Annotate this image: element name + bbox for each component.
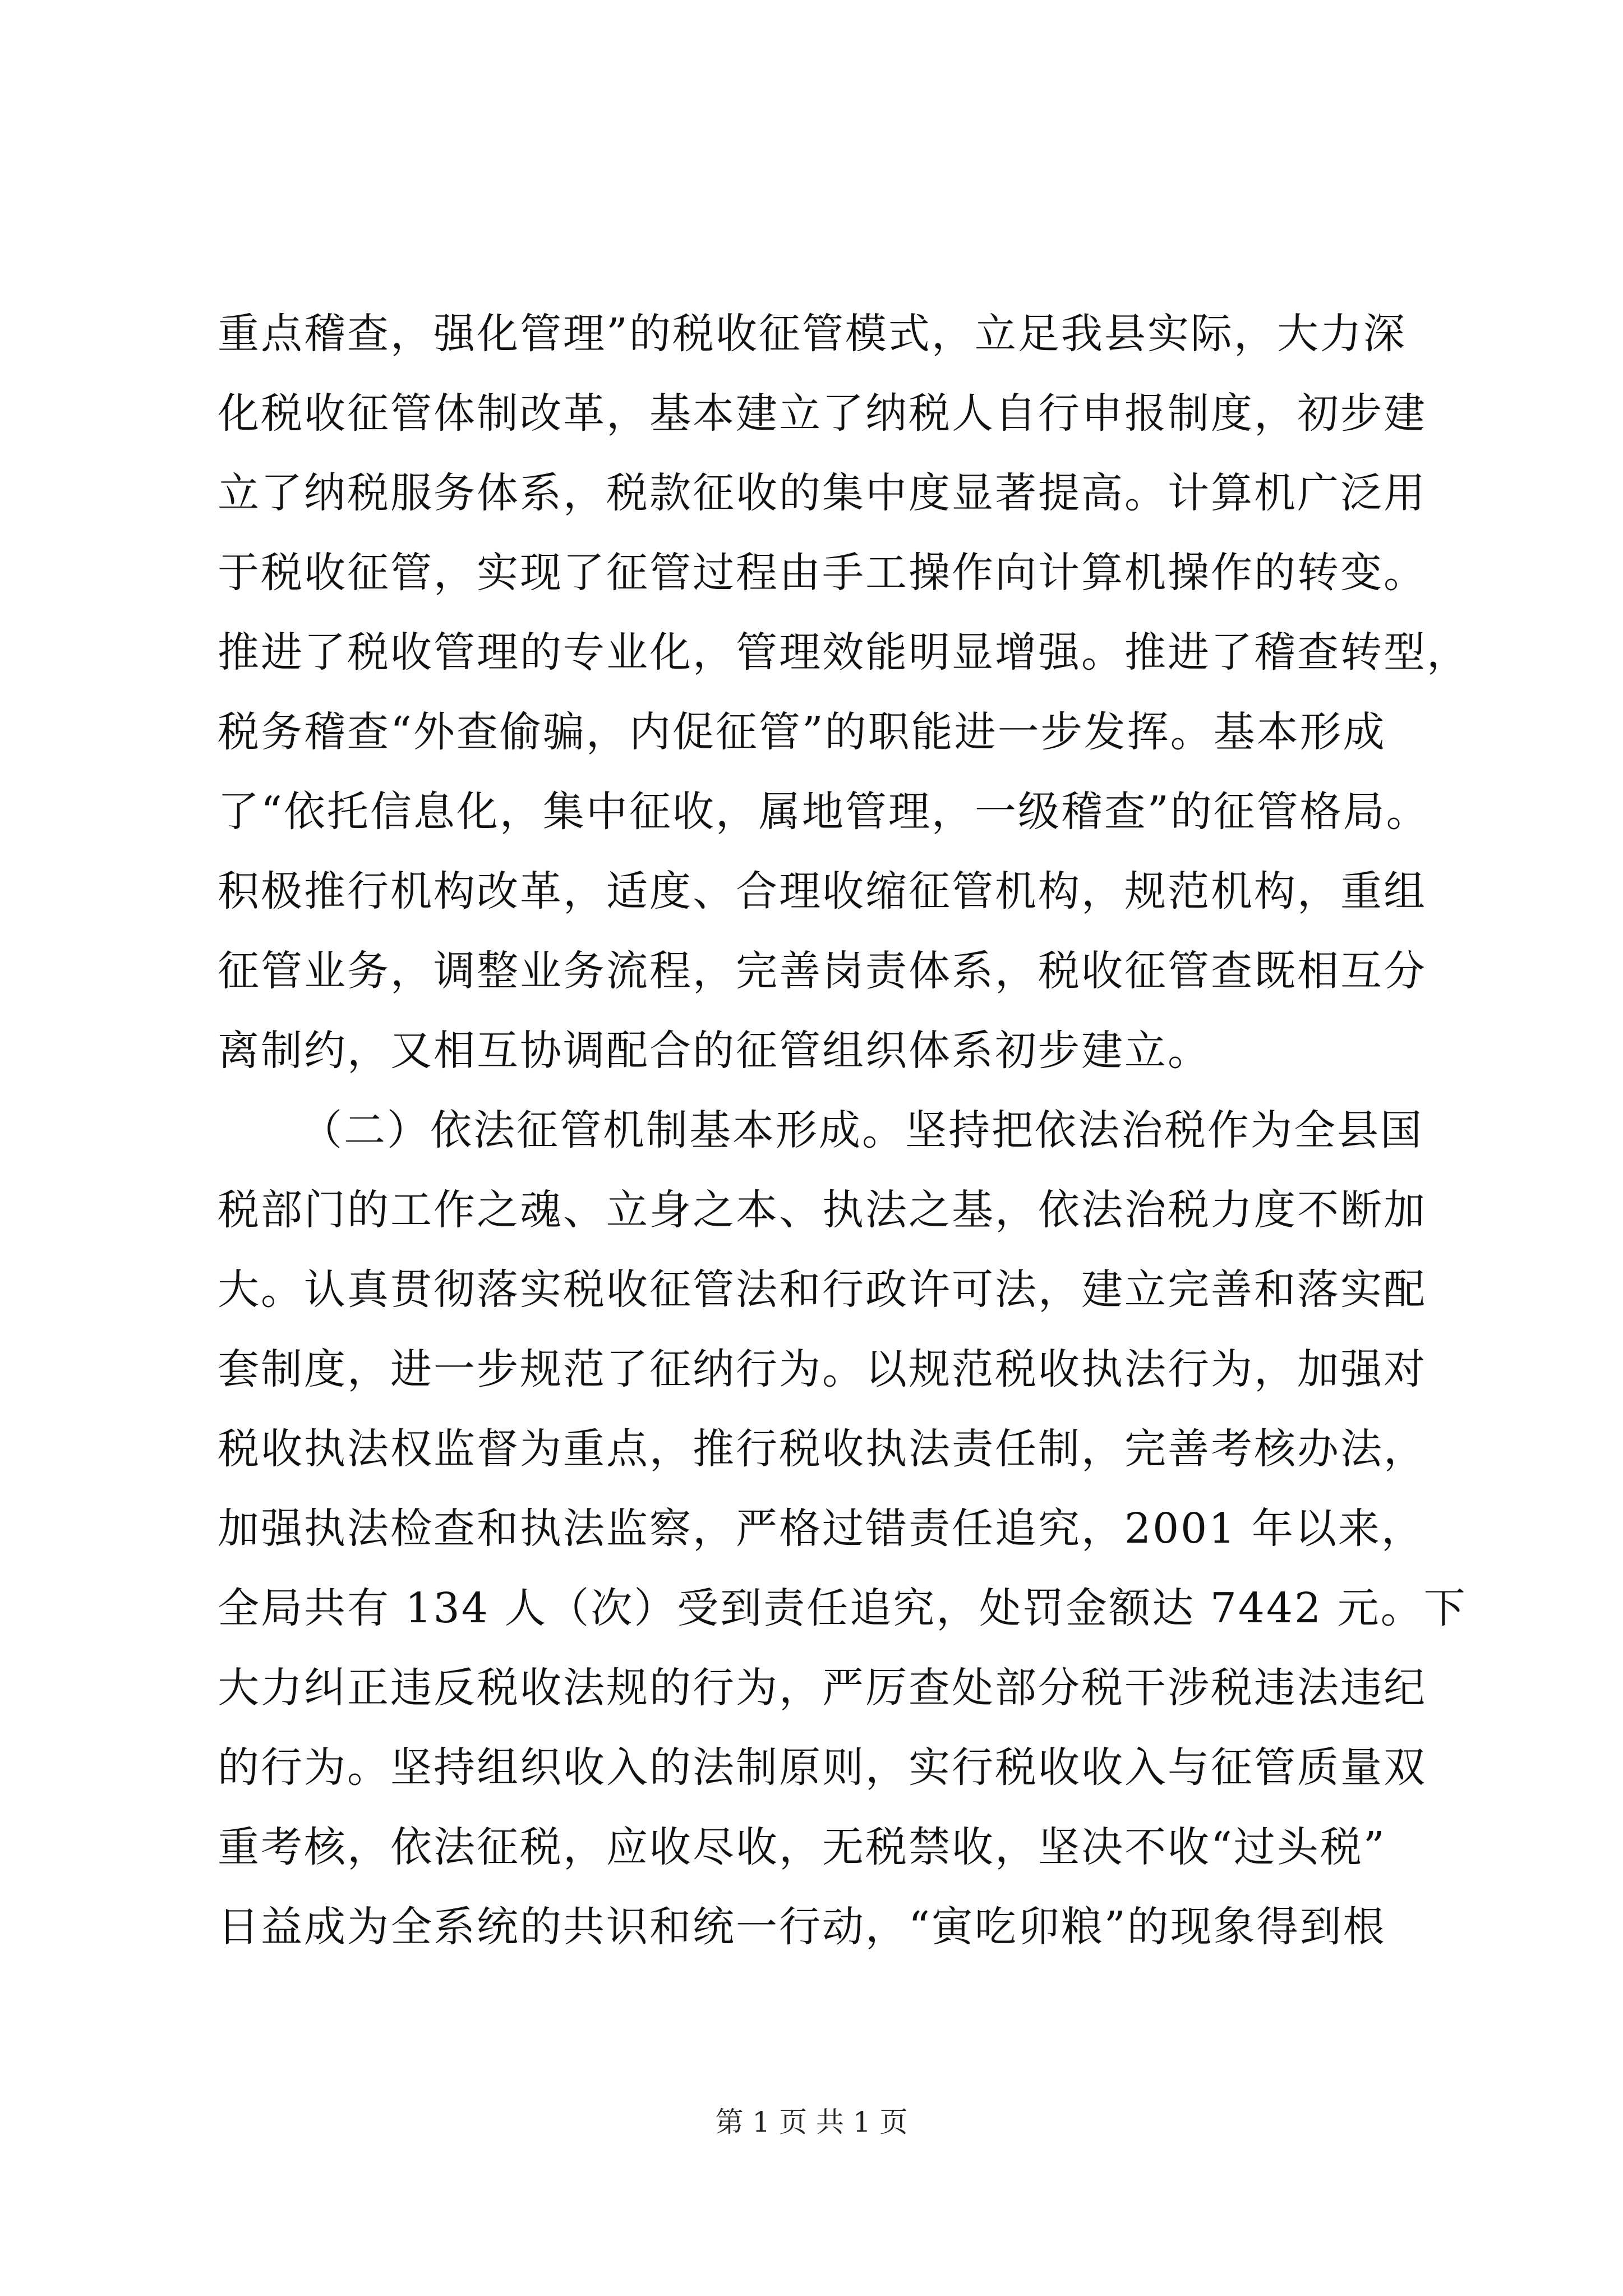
text-line: 离制约，又相互协调配合的征管组织体系初步建立。 — [218, 1027, 1211, 1075]
text-line: 大力纠正违反税收法规的行为，严厉查处部分税干涉税违法违纪 — [218, 1664, 1427, 1712]
text-line: 大。认真贯彻落实税收征管法和行政许可法，建立完善和落实配 — [218, 1266, 1427, 1314]
paragraph-heading-line: （二）依法征管机制基本形成。坚持把依法治税作为全县国 — [301, 1106, 1423, 1154]
text-line: 重考核，依法征税，应收尽收，无税禁收，坚决不收“过头税” — [218, 1823, 1386, 1871]
text-line: 税收执法权监督为重点，推行税收执法责任制，完善考核办法， — [218, 1425, 1427, 1473]
text-line: 重点稽查，强化管理”的税收征管模式，立足我县实际，大力深 — [218, 310, 1407, 358]
text-line: 了“依托信息化，集中征收，属地管理，一级稽查”的征管格局。 — [218, 788, 1430, 836]
text-line: 日益成为全系统的共识和统一行动，“寅吃卯粮”的现象得到根 — [218, 1903, 1386, 1951]
text-line: 化税收征管体制改革，基本建立了纳税人自行申报制度，初步建 — [218, 389, 1427, 438]
page-number-footer: 第 1 页 共 1 页 — [715, 2106, 908, 2138]
text-line: 套制度，进一步规范了征纳行为。以规范税收执法行为，加强对 — [218, 1345, 1427, 1393]
text-line: 加强执法检查和执法监察，严格过错责任追究，2001 年以来， — [218, 1504, 1424, 1553]
text-line: 于税收征管，实现了征管过程由手工操作向计算机操作的转变。 — [218, 549, 1427, 597]
text-line: 积极推行机构改革，适度、合理收缩征管机构，规范机构，重组 — [218, 867, 1427, 915]
text-line: 的行为。坚持组织收入的法制原则，实行税收收入与征管质量双 — [218, 1743, 1427, 1792]
text-line: 推进了税收管理的专业化，管理效能明显增强。推进了稽查转型， — [218, 628, 1470, 677]
text-line: 征管业务，调整业务流程，完善岗责体系，税收征管查既相互分 — [218, 947, 1427, 995]
document-body — [218, 294, 1470, 1967]
text-line: 税务稽查“外查偷骗，内促征管”的职能进一步发挥。基本形成 — [218, 708, 1386, 756]
text-line: 立了纳税服务体系，税款征收的集中度显著提高。计算机广泛用 — [218, 469, 1427, 517]
text-line: 税部门的工作之魂、立身之本、执法之基，依法治税力度不断加 — [218, 1186, 1427, 1234]
text-line: 全局共有 134 人（次）受到责任追究，处罚金额达 7442 元。下 — [218, 1584, 1467, 1632]
